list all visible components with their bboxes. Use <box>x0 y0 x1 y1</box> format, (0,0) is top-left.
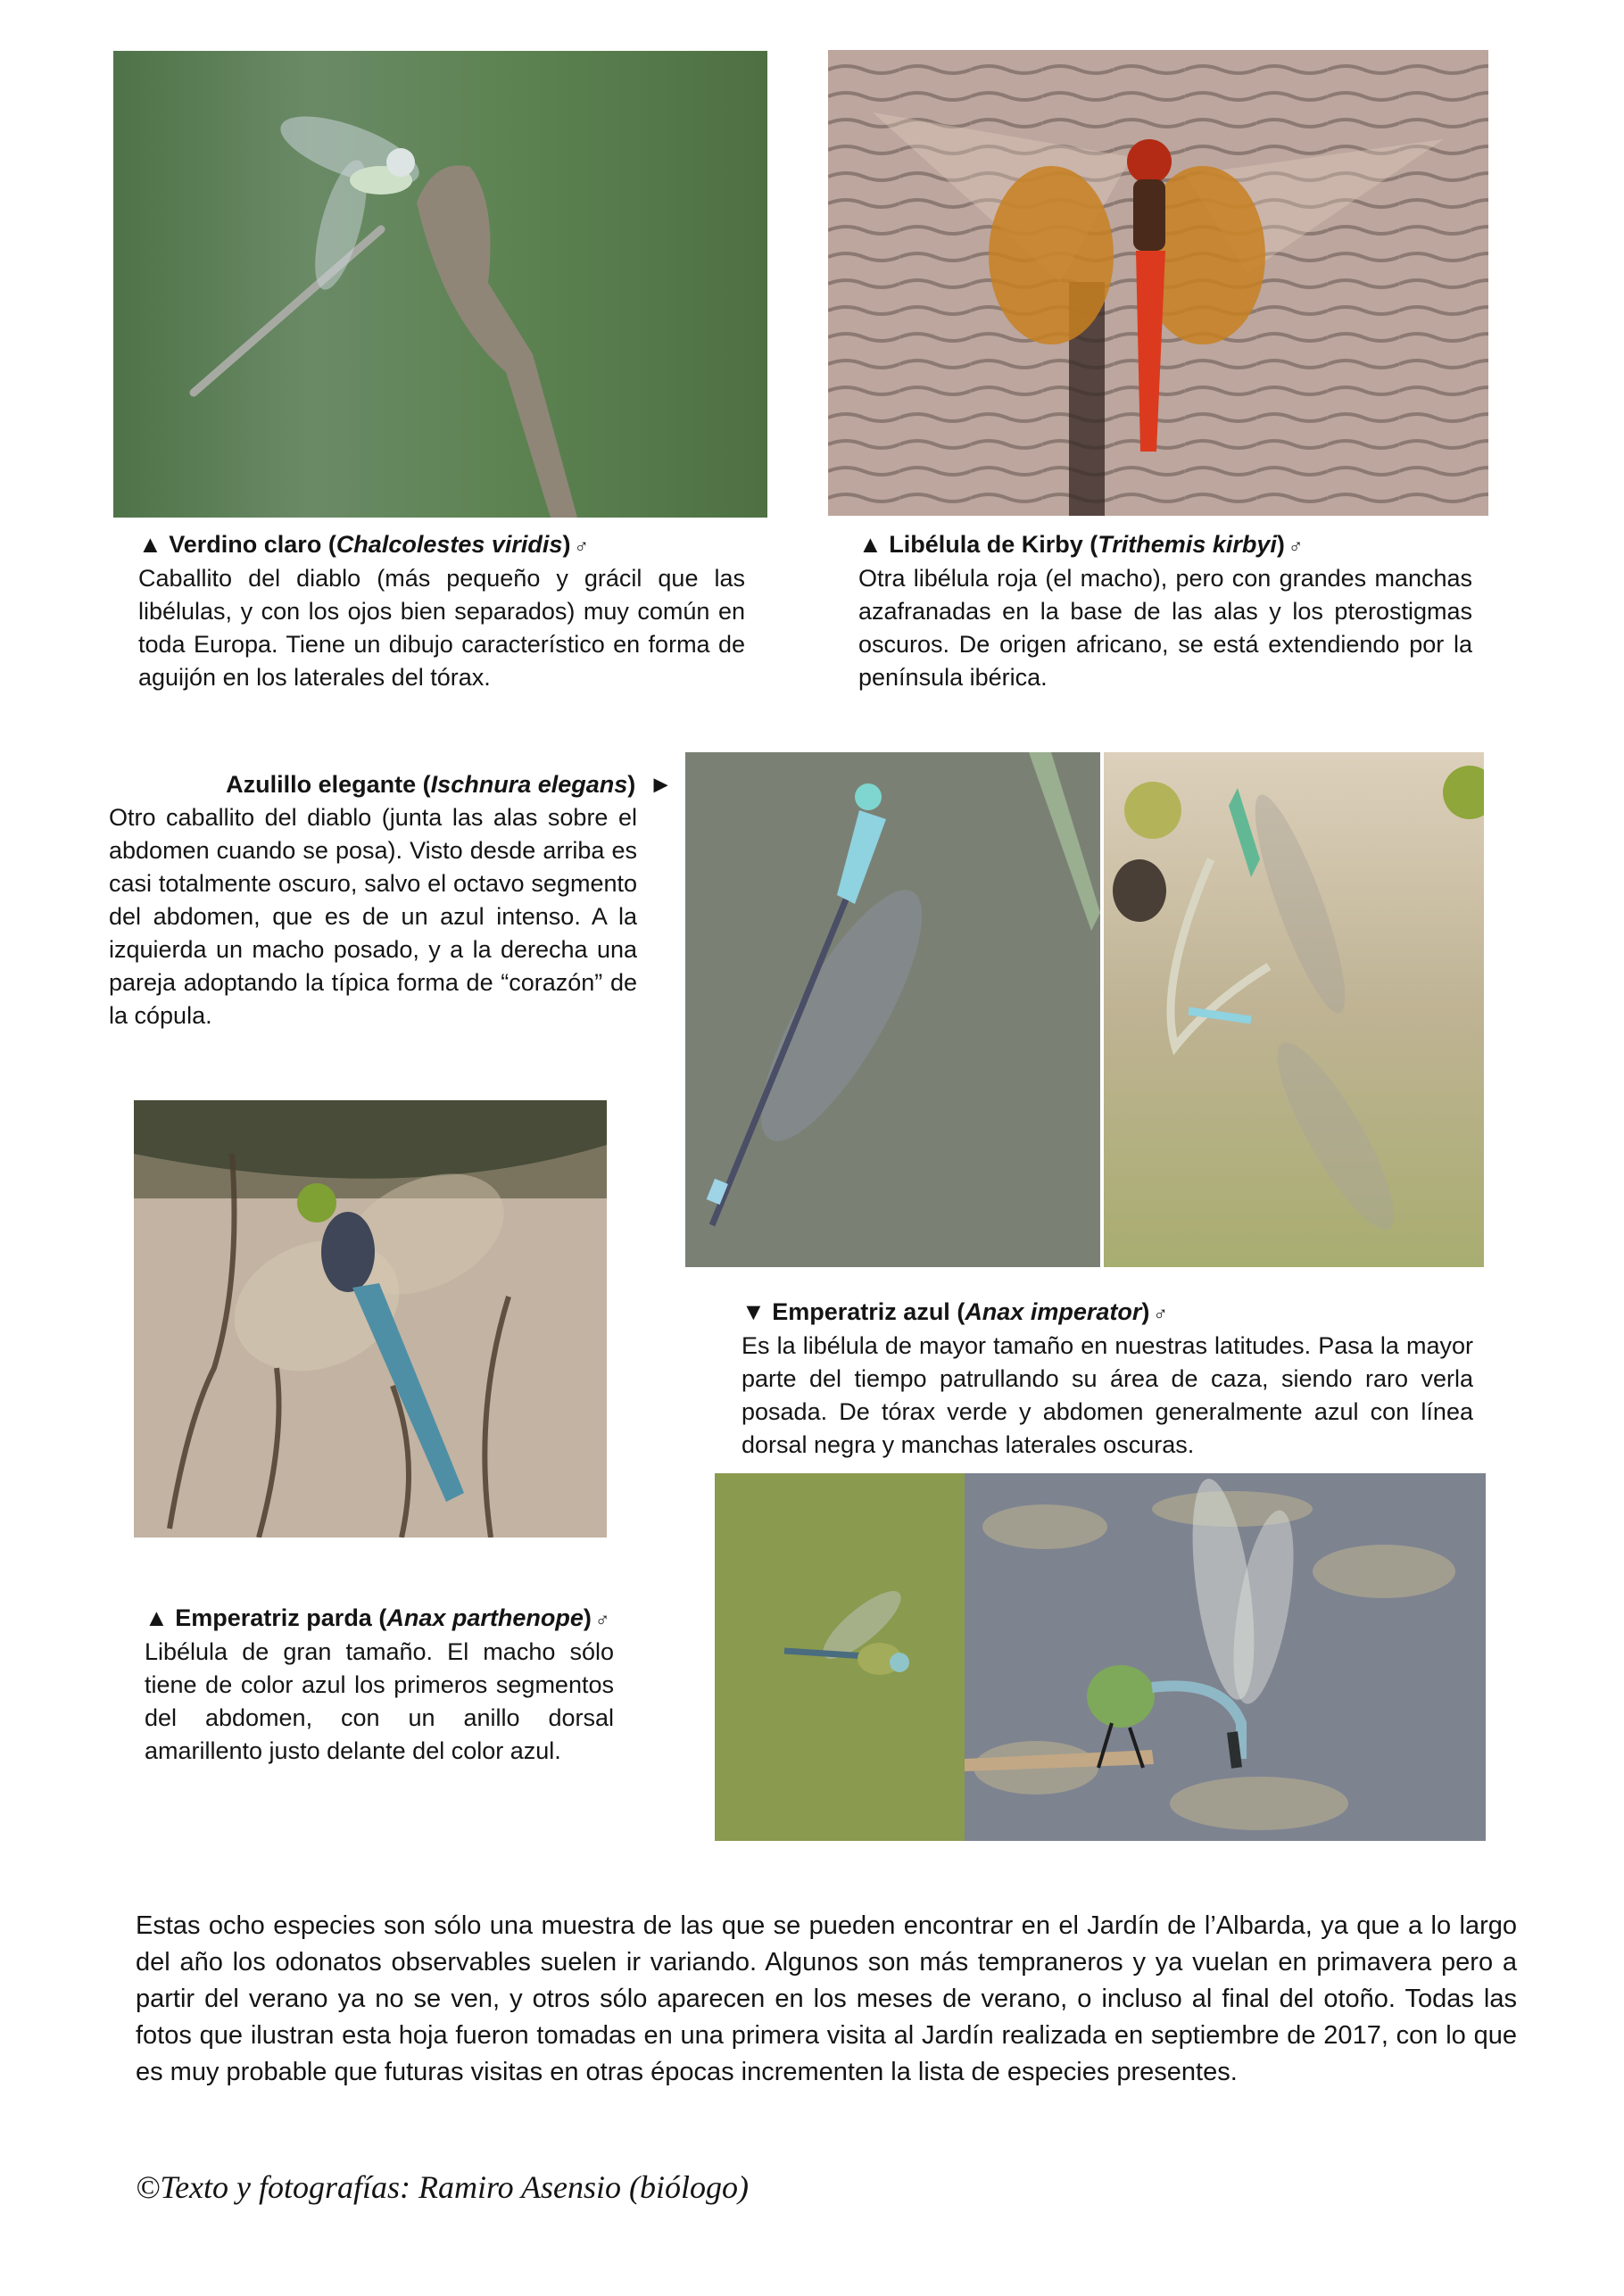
species-title: ▲ Emperatriz parda (Anax parthenope) ♂ <box>145 1604 610 1631</box>
species-title: Azulillo elegante (Ischnura elegans) ► <box>226 771 673 798</box>
species-title: ▲ Verdino claro (Chalcolestes viridis) ♂ <box>138 531 589 558</box>
male-symbol-icon: ♂ <box>1288 535 1304 557</box>
species-description: Otra libélula roja (el macho), pero con grandes manchas azafranadas en la base de las alas y los pterostigmas oscuros. De origen africano, se está extendiendo por la península ibérica. <box>858 565 1472 691</box>
species-title: ▼ Emperatriz azul (Anax imperator) ♂ <box>742 1298 1168 1325</box>
photo-anax-imperator-flight <box>715 1473 965 1841</box>
caption-chalcolestes-viridis <box>138 528 745 694</box>
species-description: Caballito del diablo (más pequeño y grácil que las libélulas, y con los ojos bien separados) muy común en toda Europa. Tiene un dibujo característico en forma de aguijón en los laterales del tórax. <box>138 565 745 691</box>
photo-anax-imperator-ovipositing <box>965 1473 1486 1841</box>
species-title: ▲ Libélula de Kirby (Trithemis kirbyi) ♂ <box>858 531 1304 558</box>
species-description: Otro caballito del diablo (junta las alas sobre el abdomen cuando se posa). Visto desde arriba es casi totalmente oscuro, salvo el octavo segmento del abdomen, que es de un azul intenso. A la izquierda un macho posado, y a la derecha una pareja adoptando la típica forma de “corazón” de la cópula. <box>109 804 637 1029</box>
caption-ischnura-elegans <box>109 768 673 1032</box>
photo-chalcolestes-viridis <box>113 51 767 518</box>
caption-anax-imperator <box>742 1296 1473 1462</box>
caption-anax-parthenope <box>145 1602 614 1768</box>
closing-paragraph: Estas ocho especies son sólo una muestra de las que se pueden encontrar en el Jardín de l’Albarda, ya que a lo largo del año los odonatos observables suelen ir variando. Algunos son más tempraneros y ya vuelan en primavera pero a partir del verano ya no se ven, y otros sólo aparecen en los meses de verano, o incluso al final del otoño. Todas las fotos que ilustran esta hoja fueron tomadas en una primera visita al Jardín realizada en septiembre de 2017, con lo que es muy probable que futuras visitas en otras épocas incrementen la lista de especies presentes. <box>136 1911 1517 2086</box>
photo-anax-parthenope <box>134 1100 607 1538</box>
photo-credit: ©Texto y fotografías: Ramiro Asensio (biólogo) <box>136 2169 750 2205</box>
caption-trithemis-kirbyi <box>858 528 1472 694</box>
species-description: Es la libélula de mayor tamaño en nuestras latitudes. Pasa la mayor parte del tiempo patrullando su área de caza, siendo raro verla posada. De tórax verde y abdomen generalmente azul con línea dorsal negra y manchas laterales oscuras. <box>742 1332 1473 1458</box>
male-symbol-icon: ♂ <box>1153 1302 1168 1324</box>
male-symbol-icon: ♂ <box>594 1608 610 1630</box>
photo-trithemis-kirbyi <box>828 50 1488 516</box>
photo-ischnura-elegans-male <box>685 752 1100 1267</box>
species-description: Libélula de gran tamaño. El macho sólo tiene de color azul los primeros segmentos del abdomen, con un anillo dorsal amarillento justo delante del color azul. <box>145 1638 614 1764</box>
male-symbol-icon: ♂ <box>574 535 589 557</box>
pointer-right-icon: ► <box>649 771 673 798</box>
photo-ischnura-elegans-pair <box>1104 752 1484 1267</box>
